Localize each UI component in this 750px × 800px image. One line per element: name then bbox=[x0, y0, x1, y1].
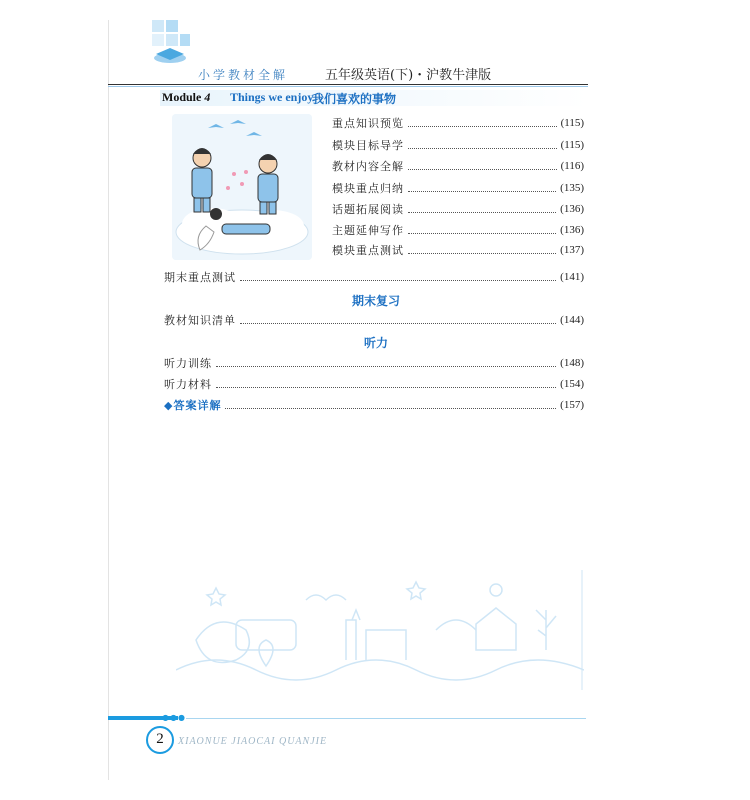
toc-page: (144) bbox=[560, 314, 584, 326]
toc-row[interactable] bbox=[332, 158, 584, 174]
toc-row[interactable] bbox=[164, 376, 584, 392]
toc-row-answers[interactable] bbox=[164, 397, 584, 413]
toc-row-final-test[interactable] bbox=[164, 269, 584, 285]
toc-row[interactable] bbox=[164, 312, 584, 328]
toc-title: 听力训练 bbox=[164, 357, 212, 370]
toc-leader bbox=[408, 191, 556, 192]
page-margin-rule bbox=[108, 20, 109, 780]
toc-row[interactable] bbox=[332, 242, 584, 258]
toc-title: 模块重点归纳 bbox=[332, 182, 404, 195]
toc-leader bbox=[216, 366, 556, 367]
module-label bbox=[162, 90, 210, 105]
logo-blocks-icon bbox=[150, 18, 192, 64]
toc-row[interactable] bbox=[332, 115, 584, 131]
toc-page: (136) bbox=[560, 224, 584, 236]
toc-page: (141) bbox=[560, 271, 584, 283]
toc-leader bbox=[408, 148, 557, 149]
toc-leader bbox=[240, 323, 556, 324]
toc-title: 话题拓展阅读 bbox=[332, 203, 404, 216]
footer-series-pinyin: XIAONUE JIAOCAI QUANJIE bbox=[178, 736, 328, 747]
toc-row[interactable] bbox=[332, 180, 584, 196]
toc-page: (148) bbox=[560, 357, 584, 369]
toc-page: (115) bbox=[560, 117, 584, 129]
toc-title: 主题延伸写作 bbox=[332, 224, 404, 237]
toc-page: (135) bbox=[560, 182, 584, 194]
toc-title: 期末重点测试 bbox=[164, 271, 236, 284]
section-heading-review: 期末复习 bbox=[352, 294, 401, 308]
toc-page: (137) bbox=[560, 244, 584, 256]
decorative-landscape bbox=[176, 570, 584, 690]
toc-title: 教材内容全解 bbox=[332, 160, 404, 173]
toc-title: 听力材料 bbox=[164, 378, 212, 391]
footer-rule bbox=[186, 718, 586, 719]
toc-title: 模块目标导学 bbox=[332, 139, 404, 152]
toc-page: (157) bbox=[560, 399, 584, 411]
toc-title: 模块重点测试 bbox=[332, 244, 404, 257]
module-title-en: Things we enjoy bbox=[230, 90, 314, 104]
toc-row[interactable] bbox=[164, 355, 584, 371]
header-rule bbox=[108, 84, 588, 85]
children-illustration bbox=[172, 114, 312, 260]
toc-leader bbox=[408, 233, 556, 234]
book-title: 五年级英语(下)・沪教牛津版 bbox=[325, 68, 492, 83]
toc-page: (136) bbox=[560, 203, 584, 215]
module-title-cn: 我们喜欢的事物 bbox=[312, 92, 397, 106]
toc-title-answers: ◆答案详解 bbox=[164, 399, 222, 412]
series-title: 小学教材全解 bbox=[198, 68, 289, 82]
toc-leader bbox=[240, 280, 556, 281]
toc-leader bbox=[408, 212, 556, 213]
footer-dots: ●●● bbox=[162, 713, 186, 722]
toc-leader bbox=[408, 126, 557, 127]
toc-title: 重点知识预览 bbox=[332, 117, 404, 130]
toc-page: (154) bbox=[560, 378, 584, 390]
module-number: 4 bbox=[204, 90, 211, 104]
section-heading-listening: 听力 bbox=[364, 336, 389, 350]
toc-leader bbox=[225, 408, 556, 409]
toc-page: (115) bbox=[560, 139, 584, 151]
toc-row[interactable] bbox=[332, 201, 584, 217]
toc-leader bbox=[216, 387, 556, 388]
toc-row[interactable] bbox=[332, 222, 584, 238]
page-number: 2 bbox=[146, 726, 174, 754]
header-rule-light bbox=[108, 86, 588, 87]
toc-leader bbox=[408, 169, 557, 170]
module-word: Module bbox=[162, 90, 202, 104]
toc-title: 教材知识清单 bbox=[164, 314, 236, 327]
toc-row[interactable] bbox=[332, 137, 584, 153]
toc-page: (116) bbox=[560, 160, 584, 172]
toc-leader bbox=[408, 253, 556, 254]
